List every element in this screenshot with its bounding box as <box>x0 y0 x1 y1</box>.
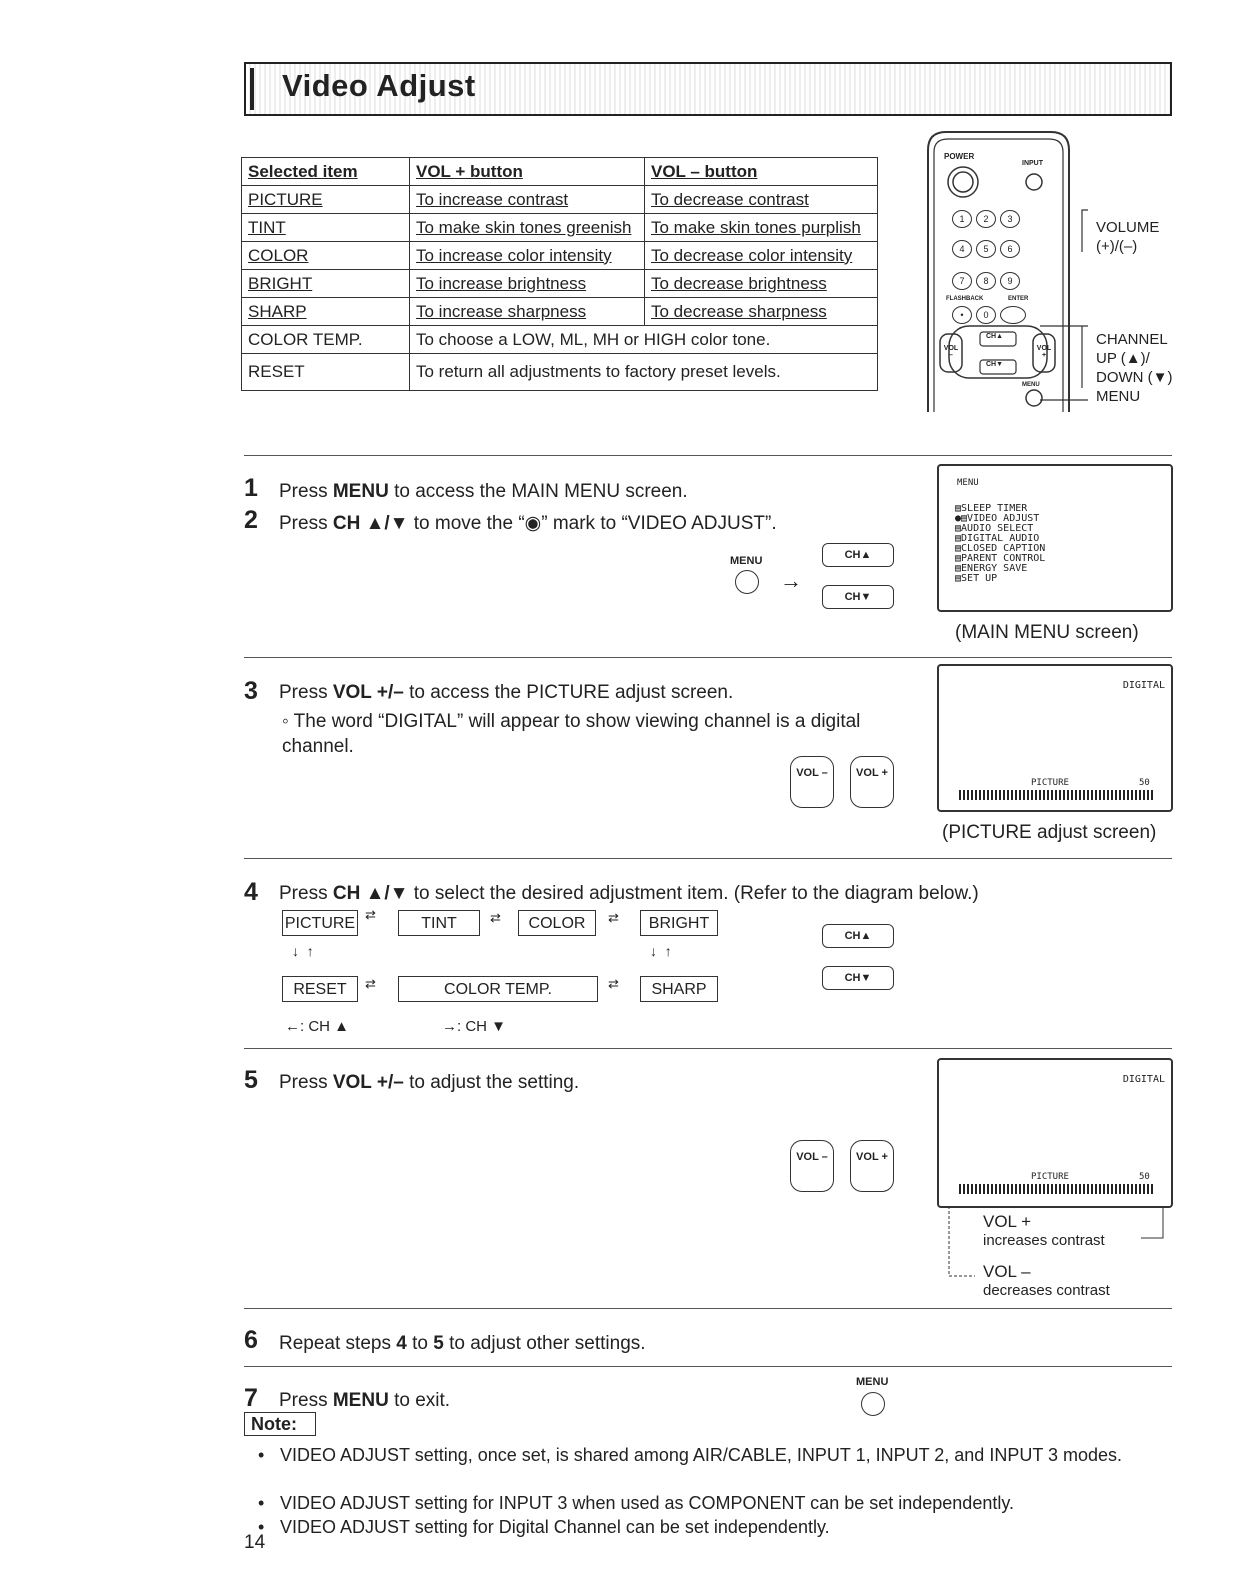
remote-enter-button <box>1000 306 1026 324</box>
menu-screen-title: MENU <box>957 478 979 488</box>
note-item: • VIDEO ADJUST setting, once set, is shared among AIR/CABLE, INPUT 1, INPUT 2, and INPUT 3 modes. <box>258 1445 1123 1465</box>
remote-digit-8: 8 <box>976 272 996 290</box>
ch-up-button-icon: CH▲ <box>822 924 894 948</box>
header-vol-minus: VOL – button <box>645 158 878 186</box>
cell-minus: To decrease color intensity <box>645 242 878 270</box>
menu-screen-item: ▤SET UP <box>955 573 998 584</box>
remote-flashback-button: • <box>952 306 972 324</box>
header-vol-plus: VOL + button <box>410 158 645 186</box>
table-row <box>242 270 878 298</box>
flow-tint: TINT <box>398 910 480 936</box>
cell-item: PICTURE <box>242 186 410 214</box>
flow-picture: PICTURE <box>282 910 358 936</box>
picture-label: PICTURE <box>1031 778 1069 788</box>
step-3-number: 3 <box>244 677 258 705</box>
menu-screen-list <box>955 504 1045 584</box>
vol-minus-button-icon: VOL – <box>790 756 834 808</box>
menu-button-label: MENU <box>730 555 763 567</box>
picture-value: 50 <box>1139 1172 1150 1182</box>
step-3-note: ◦ The word “DIGITAL” will appear to show viewing channel is a digital channel. <box>282 711 861 757</box>
step-1-text: Press MENU to access the MAIN MENU screen. <box>279 481 688 502</box>
cell-plus: To increase color intensity <box>410 242 645 270</box>
picture-adjust-screen-step5 <box>937 1058 1173 1208</box>
remote-power-label: POWER <box>944 152 975 161</box>
remote-menu-small-label: MENU <box>1022 382 1040 388</box>
menu-button-label: MENU <box>856 1376 889 1388</box>
divider <box>244 1366 1172 1367</box>
step-5-text: Press VOL +/– to adjust the setting. <box>279 1072 580 1093</box>
cell-minus: To make skin tones purplish <box>645 214 878 242</box>
cell-span: To choose a LOW, ML, MH or HIGH color tone. <box>410 326 878 354</box>
remote-vol-plus: VOL + <box>1036 345 1052 359</box>
step-6-text: Repeat steps 4 to 5 to adjust other settings. <box>279 1333 646 1354</box>
remote-digit-9: 9 <box>1000 272 1020 290</box>
swap-arrows-icon: ⇄ <box>365 907 376 922</box>
picture-value: 50 <box>1139 778 1150 788</box>
picture-adjust-screen <box>937 664 1173 812</box>
menu-button-icon <box>735 570 759 594</box>
step-7-text: Press MENU to exit. <box>279 1390 451 1411</box>
remote-digit-6: 6 <box>1000 240 1020 258</box>
step-4-number: 4 <box>244 878 258 906</box>
note-item: • VIDEO ADJUST setting for Digital Channel can be set independently. <box>258 1517 830 1537</box>
digital-label: DIGITAL <box>1122 1074 1165 1085</box>
main-menu-caption: (MAIN MENU screen) <box>955 622 1139 643</box>
menu-button-icon <box>861 1392 885 1416</box>
cell-minus: To decrease brightness <box>645 270 878 298</box>
cell-item: COLOR <box>242 242 410 270</box>
remote-digit-2: 2 <box>976 210 996 228</box>
table-row <box>242 326 878 354</box>
table-row <box>242 354 878 391</box>
remote-digit-1: 1 <box>952 210 972 228</box>
note-label: Note: <box>244 1412 316 1436</box>
remote-input-label: INPUT <box>1022 160 1043 167</box>
remote-volume-label: VOLUME (+)/(–) <box>1096 219 1160 255</box>
table-row <box>242 214 878 242</box>
step-1-number: 1 <box>244 474 258 502</box>
menu-screen-item: ▤DIGITAL AUDIO <box>955 533 1040 544</box>
cell-plus: To increase contrast <box>410 186 645 214</box>
arrows-vertical-icon: ↓ ↑ <box>650 943 672 959</box>
divider <box>244 1048 1172 1049</box>
menu-screen-item-selected: ●▤VIDEO ADJUST <box>955 513 1040 524</box>
main-menu-screen <box>937 464 1173 612</box>
legend-ch-down: →: CH ▼ <box>442 1018 507 1035</box>
step-2-number: 2 <box>244 506 258 534</box>
vol-plus-annotation: VOL + increases contrast <box>983 1212 1105 1249</box>
flow-sharp: SHARP <box>640 976 718 1002</box>
vol-plus-button-icon: VOL + <box>850 756 894 808</box>
flow-color: COLOR <box>518 910 596 936</box>
table-row <box>242 242 878 270</box>
digital-label: DIGITAL <box>1122 680 1165 691</box>
page-number: 14 <box>244 1532 266 1553</box>
picture-level-meter <box>959 1184 1155 1194</box>
remote-digit-3: 3 <box>1000 210 1020 228</box>
swap-arrows-icon: ⇄ <box>608 910 619 925</box>
remote-channel-label: CHANNEL UP (▲)/ DOWN (▼) MENU <box>1096 331 1173 405</box>
page-title-bar <box>244 62 1172 116</box>
ch-down-button-icon: CH▼ <box>822 585 894 609</box>
cell-plus: To make skin tones greenish <box>410 214 645 242</box>
swap-arrows-icon: ⇄ <box>490 910 501 925</box>
divider <box>244 858 1172 859</box>
step-6-number: 6 <box>244 1326 258 1354</box>
adjustment-table <box>241 157 878 391</box>
remote-flashback-label: FLASHBACK <box>946 296 984 302</box>
step-3-text: Press VOL +/– to access the PICTURE adjust screen. <box>279 682 734 703</box>
menu-screen-item: ▤ENERGY SAVE <box>955 563 1028 574</box>
remote-digit-7: 7 <box>952 272 972 290</box>
vol-minus-annotation: VOL – decreases contrast <box>983 1262 1110 1299</box>
legend-ch-up: ←: CH ▲ <box>285 1018 350 1035</box>
menu-screen-item: ▤AUDIO SELECT <box>955 523 1034 534</box>
picture-label: PICTURE <box>1031 1172 1069 1182</box>
divider <box>244 657 1172 658</box>
vol-plus-button-icon: VOL + <box>850 1140 894 1192</box>
title-bar-accent <box>250 68 254 110</box>
remote-digit-4: 4 <box>952 240 972 258</box>
cell-item: TINT <box>242 214 410 242</box>
flow-reset: RESET <box>282 976 358 1002</box>
menu-screen-item: ▤SLEEP TIMER <box>955 503 1028 514</box>
remote-ch-down: CH▼ <box>986 361 1004 368</box>
picture-level-meter <box>959 790 1155 800</box>
table-row <box>242 186 878 214</box>
cell-plus: To increase brightness <box>410 270 645 298</box>
step-2-text: Press CH ▲/▼ to move the “◉” mark to “VIDEO ADJUST”. <box>279 513 777 534</box>
cell-span: To return all adjustments to factory preset levels. <box>410 354 878 391</box>
divider <box>244 455 1172 456</box>
picture-screen-caption: (PICTURE adjust screen) <box>942 822 1157 843</box>
cell-plus: To increase sharpness <box>410 298 645 326</box>
note-item: • VIDEO ADJUST setting for INPUT 3 when used as COMPONENT can be set independently. <box>258 1493 1015 1513</box>
flow-bright: BRIGHT <box>640 910 718 936</box>
arrows-vertical-icon: ↓ ↑ <box>292 943 314 959</box>
swap-arrows-icon: ⇄ <box>608 976 619 991</box>
swap-arrows-icon: ⇄ <box>365 976 376 991</box>
remote-digit-0: 0 <box>976 306 996 324</box>
menu-screen-item: ▤CLOSED CAPTION <box>955 543 1046 554</box>
table-row <box>242 298 878 326</box>
cell-item: SHARP <box>242 298 410 326</box>
cell-item: BRIGHT <box>242 270 410 298</box>
header-selected-item: Selected item <box>242 158 410 186</box>
divider <box>244 1308 1172 1309</box>
ch-up-button-icon: CH▲ <box>822 543 894 567</box>
page-title: Video Adjust <box>282 68 476 103</box>
cell-item: COLOR TEMP. <box>242 326 410 354</box>
flow-color-temp: COLOR TEMP. <box>398 976 598 1002</box>
arrow-right-icon: → <box>780 568 802 593</box>
remote-enter-label: ENTER <box>1008 296 1029 302</box>
step-7-number: 7 <box>244 1384 258 1412</box>
step-5-number: 5 <box>244 1066 258 1094</box>
step-4-text: Press CH ▲/▼ to select the desired adjustment item. (Refer to the diagram below.) <box>279 883 979 904</box>
remote-vol-minus: VOL – <box>943 345 959 359</box>
vol-minus-button-icon: VOL – <box>790 1140 834 1192</box>
ch-down-button-icon: CH▼ <box>822 966 894 990</box>
menu-screen-item: ▤PARENT CONTROL <box>955 553 1046 564</box>
remote-ch-up: CH▲ <box>986 333 1004 340</box>
cell-minus: To decrease sharpness <box>645 298 878 326</box>
table-header-row <box>242 158 878 186</box>
remote-callout-lines <box>1040 190 1100 420</box>
cell-minus: To decrease contrast <box>645 186 878 214</box>
cell-item: RESET <box>242 354 410 391</box>
remote-digit-5: 5 <box>976 240 996 258</box>
